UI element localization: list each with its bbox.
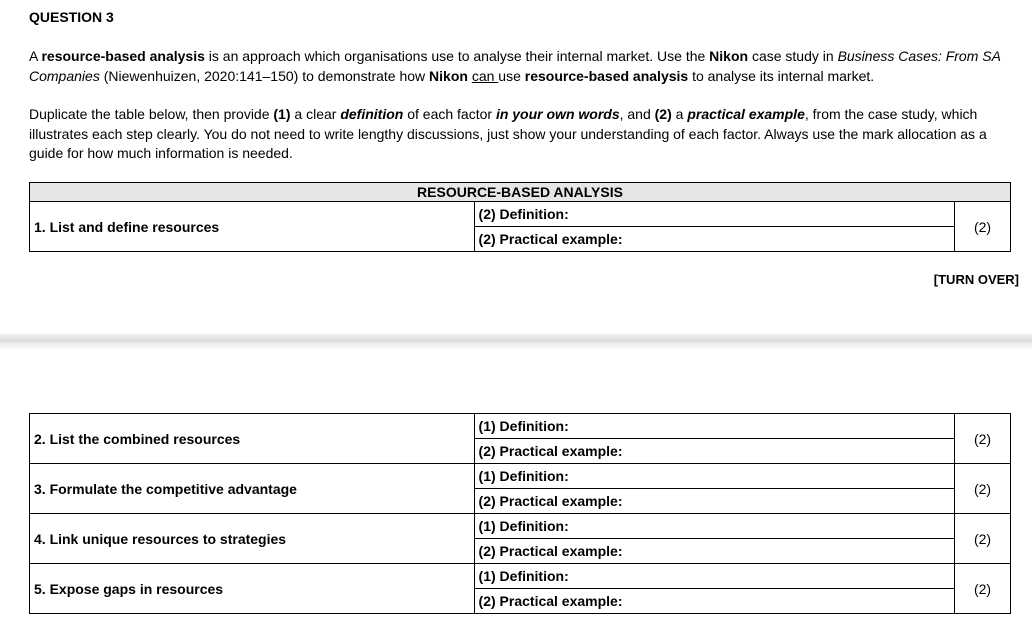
table-row [30, 464, 1011, 489]
definition-field: (1) Definition: [474, 514, 954, 539]
table-row [30, 414, 1011, 439]
definition-field: (1) Definition: [474, 414, 954, 439]
row-label: 3. Formulate the competitive advantage [30, 464, 475, 514]
mark-allocation: (2) [955, 464, 1011, 514]
practical-example-field: (2) Practical example: [474, 227, 954, 252]
page-break-divider [0, 334, 1032, 350]
resource-analysis-table-part2 [29, 413, 1011, 614]
instructions-paragraph: Duplicate the table below, then provide (1) a clear definition of each factor in your own words, and (2) a practical example, from the case study, which illustrates each step clearly. You do not need to write lengthy discussions, just show your understanding of each factor. Always use the mark allocation as a guide for how much information is needed. [29, 106, 987, 161]
practical-example-field: (2) Practical example: [474, 589, 954, 614]
table-row [30, 564, 1011, 589]
table-row [30, 514, 1011, 539]
practical-example-field: (2) Practical example: [474, 489, 954, 514]
mark-allocation: (2) [955, 414, 1011, 464]
row-label: 1. List and define resources [30, 202, 475, 252]
table-header-row [30, 183, 1011, 202]
table-row [30, 202, 1011, 227]
definition-field: (1) Definition: [474, 564, 954, 589]
intro-paragraph: A resource-based analysis is an approach which organisations use to analyse their internal market. Use the Nikon case study in Business Cases: From SA Companies (Niewenhuizen, 2020:141–150) to demonstrate how Nikon can use resource-based analysis to analyse its internal market. [29, 48, 1001, 84]
resource-analysis-table-part1 [29, 182, 1011, 252]
mark-allocation: (2) [955, 514, 1011, 564]
row-label: 5. Expose gaps in resources [30, 564, 475, 614]
question-title: QUESTION 3 [29, 9, 114, 25]
row-label: 2. List the combined resources [30, 414, 475, 464]
mark-allocation: (2) [955, 564, 1011, 614]
definition-field: (1) Definition: [474, 464, 954, 489]
practical-example-field: (2) Practical example: [474, 439, 954, 464]
row-label: 4. Link unique resources to strategies [30, 514, 475, 564]
mark-allocation: (2) [955, 202, 1011, 252]
definition-field: (2) Definition: [474, 202, 954, 227]
table-header: RESOURCE-BASED ANALYSIS [30, 183, 1011, 202]
practical-example-field: (2) Practical example: [474, 539, 954, 564]
turn-over-note: [TURN OVER] [933, 272, 1019, 287]
